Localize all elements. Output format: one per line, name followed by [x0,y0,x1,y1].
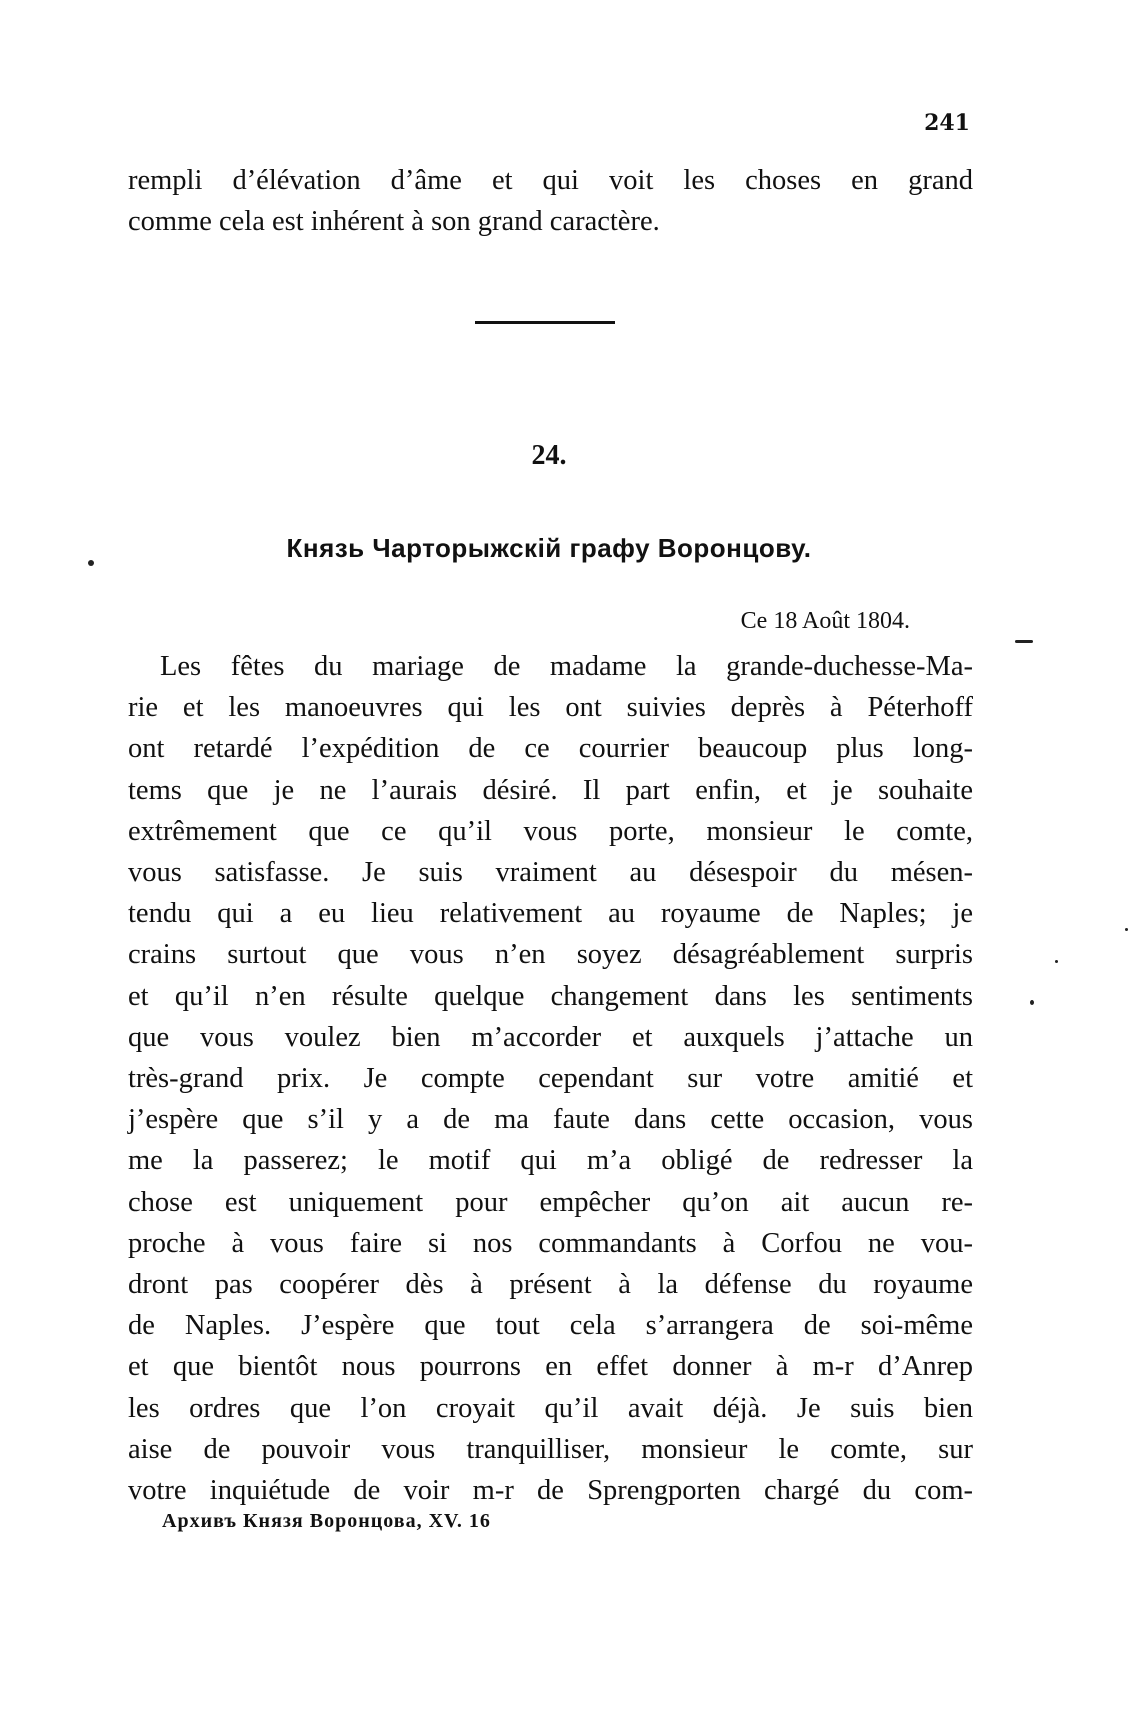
text-line: et que bientôt nous pourrons en effet donner à m-r d’Anrep [128,1351,973,1383]
text-line: aise de pouvoir vous tranquilliser, monsieur le comte, sur [128,1433,973,1465]
text-line: de Naples. J’espère que tout cela s’arrangera de soi-même [128,1310,973,1342]
letter-date: Ce 18 Août 1804. [740,608,910,634]
text-line: vous satisfasse. Je suis vraiment au désespoir du mésen- [128,857,973,889]
scan-speck [1055,960,1058,963]
text-line: comme cela est inhérent à son grand caractère. [128,206,660,238]
letter-number: 24. [531,440,567,471]
text-line: et qu’il n’en résulte quelque changement dans les sentiments [128,980,973,1012]
text-line: rempli d’élévation d’âme et qui voit les choses en grand [128,165,973,196]
text-line: chose est uniquement pour empêcher qu’on ait aucun re- [128,1186,973,1218]
text-line: proche à vous faire si nos commandants à Corfou ne vou- [128,1227,973,1259]
text-line: tendu qui a eu lieu relativement au royaume de Naples; je [128,898,973,930]
text-line: extrêmement que ce qu’il vous porte, monsieur le comte, [128,815,973,847]
page-number: 241 [924,110,970,136]
text-line: ont retardé l’expédition de ce courrier beaucoup plus long- [128,733,973,765]
scan-speck [1030,1000,1034,1005]
text-line: tems que je ne l’aurais désiré. Il part enfin, et je souhaite [128,774,973,806]
text-line: votre inquiétude de voir m-r de Sprengporten chargé du com- [128,1475,973,1507]
scan-speck [1015,640,1033,643]
text-line: j’espère que s’il y a de ma faute dans cette occasion, vous [128,1104,973,1136]
opening-paragraph [128,160,973,242]
text-line: rie et les manoeuvres qui les ont suivies deprès à Péterhoff [128,692,973,724]
scan-speck [1125,928,1128,931]
scan-speck [88,560,94,566]
letter-heading: Князь Чарторыжскій графу Воронцову. [286,533,812,563]
text-line: dront pas coopérer dès à présent à la défense du royaume [128,1269,973,1301]
section-divider [475,321,615,324]
text-line: me la passerez; le motif qui m’a obligé de redresser la [128,1145,973,1177]
signature-line: Архивъ Князя Воронцова, XV. 16 [162,1510,491,1532]
text-line: crains surtout que vous n’en soyez désagréablement surpris [128,939,973,971]
text-line: que vous voulez bien m’accorder et auxquels j’attache un [128,1021,973,1053]
text-line: les ordres que l’on croyait qu’il avait déjà. Je suis bien [128,1392,973,1424]
text-line: Les fêtes du mariage de madame la grande-duchesse-Ma- [160,651,973,682]
text-line: très-grand prix. Je compte cependant sur votre amitié et [128,1063,973,1095]
letter-body [128,646,973,1511]
